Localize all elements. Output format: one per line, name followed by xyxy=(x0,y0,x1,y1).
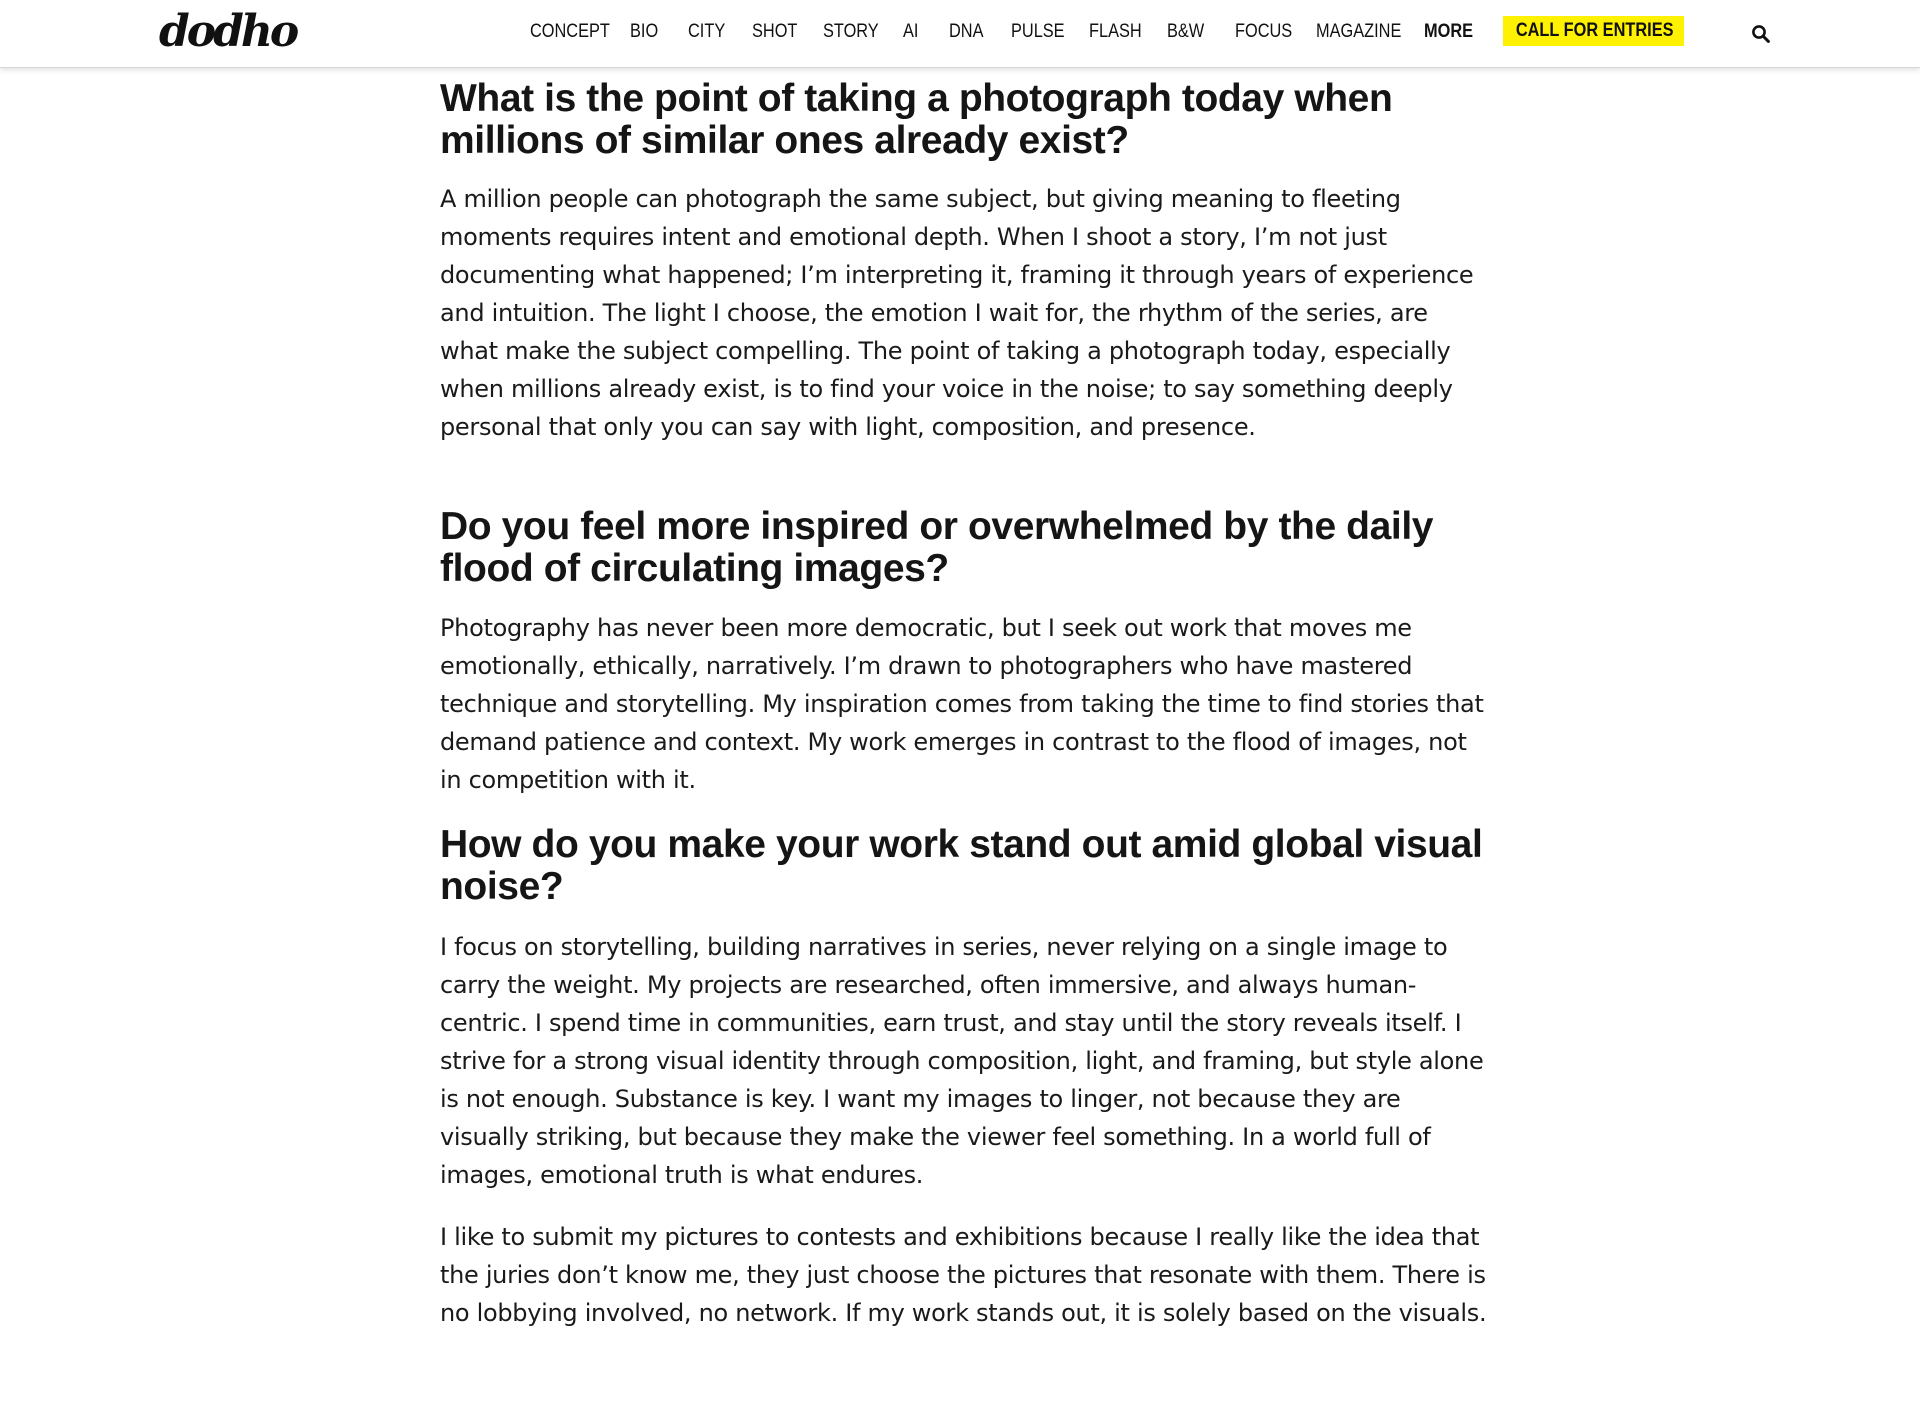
nav-item-story[interactable]: STORY xyxy=(823,21,879,42)
nav-item-concept[interactable]: CONCEPT xyxy=(530,21,610,42)
nav-item-bio[interactable]: BIO xyxy=(630,21,659,42)
site-header xyxy=(0,0,1920,68)
answer-paragraph: I focus on storytelling, building narratives in series, never relying on a single image to carry the weight. My projects are researched, often immersive, and always human-centric. I spend time in communities, earn trust, and stay until the story reveals itself. I strive for a strong visual identity through composition, light, and framing, but style alone is not enough. Substance is key. I want my images to linger, not because they are visually striking, but because they make the viewer feel something. In a world full of images, emotional truth is what endures. xyxy=(440,933,1484,1189)
question-heading: Do you feel more inspired or overwhelmed by the daily flood of circulating images? xyxy=(440,505,1434,590)
search-icon xyxy=(1751,24,1771,44)
question-heading: What is the point of taking a photograph today when millions of similar ones already exist? xyxy=(440,77,1393,162)
nav-item-bw[interactable]: B&W xyxy=(1167,21,1205,42)
nav-item-city[interactable]: CITY xyxy=(688,21,726,42)
nav-item-pulse[interactable]: PULSE xyxy=(1011,21,1065,42)
nav-item-focus[interactable]: FOCUS xyxy=(1235,21,1293,42)
answer-paragraph: Photography has never been more democratic, but I seek out work that moves me emotionally, ethically, narratively. I’m drawn to photographers who have mastered technique and storytelling. My inspiration comes from taking the time to find stories that demand patience and context. My work emerges in contrast to the flood of images, not in competition with it. xyxy=(440,614,1484,794)
call-for-entries-label: CALL FOR ENTRIES xyxy=(1515,20,1674,41)
nav-item-dna[interactable]: DNA xyxy=(949,21,984,42)
answer-paragraph: I like to submit my pictures to contests and exhibitions because I really like the idea that the juries don’t know me, they just choose the pictures that resonate with them. There is no lobbying involved, no network. If my work stands out, it is solely based on the visuals. xyxy=(440,1223,1487,1327)
site-logo[interactable]: dodho xyxy=(159,6,297,57)
nav-item-magazine[interactable]: MAGAZINE xyxy=(1316,21,1402,42)
search-button[interactable] xyxy=(1751,24,1771,44)
nav-item-ai[interactable]: AI xyxy=(903,21,919,42)
answer-paragraph: A million people can photograph the same subject, but giving meaning to fleeting moments requires intent and emotional depth. When I shoot a story, I’m not just documenting what happened; I’m interpreting it, framing it through years of experience and intuition. The light I choose, the emotion I wait for, the rhythm of the series, are what make the subject compelling. The point of taking a photograph today, especially when millions already exist, is to find your voice in the noise; to say something deeply personal that only you can say with light, composition, and presence. xyxy=(440,185,1474,441)
question-heading: How do you make your work stand out amid global visual noise? xyxy=(440,823,1483,908)
nav-item-flash[interactable]: FLASH xyxy=(1089,21,1142,42)
call-for-entries-button[interactable] xyxy=(1503,16,1684,46)
nav-item-shot[interactable]: SHOT xyxy=(752,21,798,42)
nav-item-more[interactable]: MORE xyxy=(1424,21,1474,42)
